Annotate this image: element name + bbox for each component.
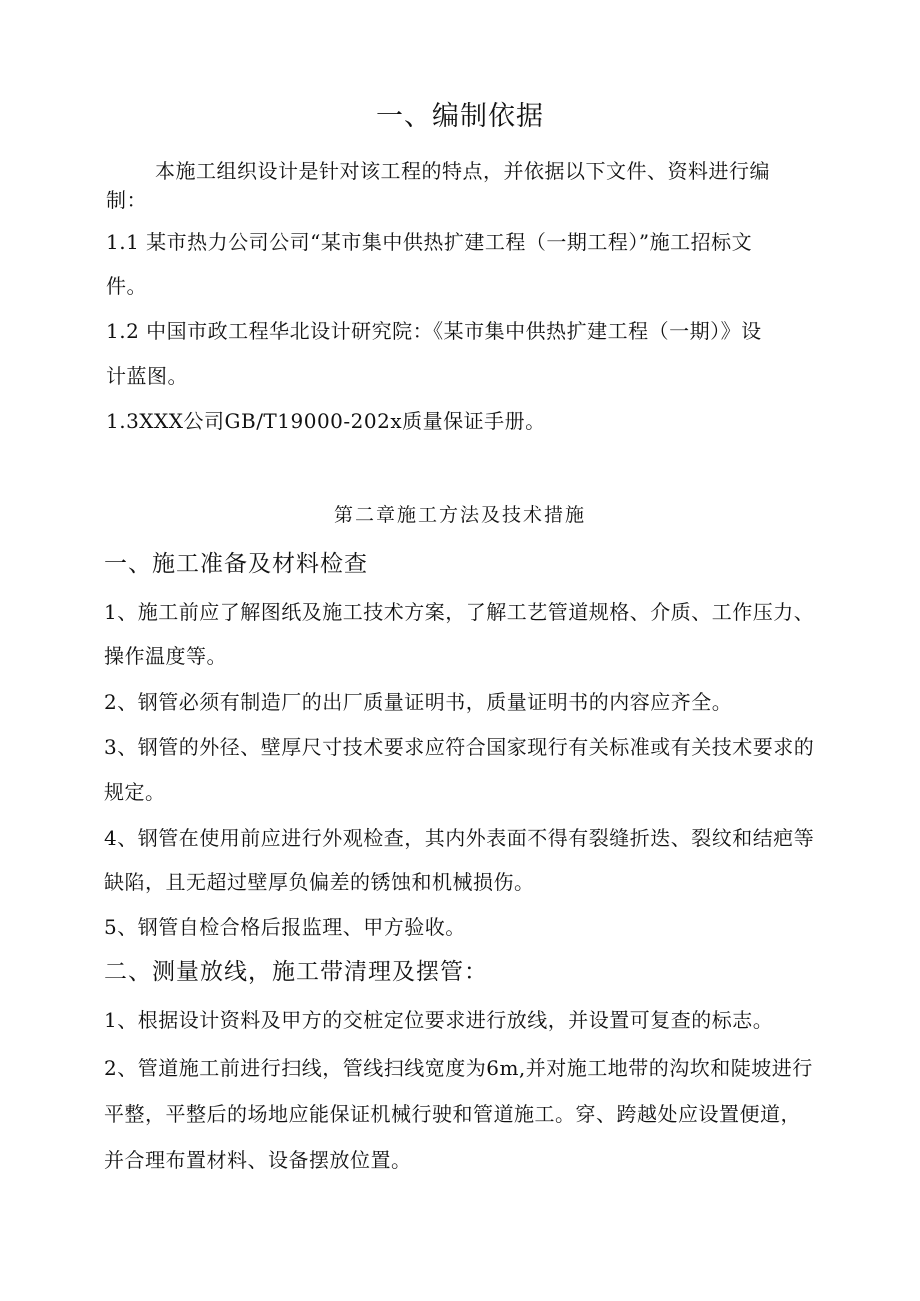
- part1-p1-line-1: 1、施工前应了解图纸及施工技术方案，了解工艺管道规格、介质、工作压力、: [104, 600, 815, 624]
- part1-p1-line-2: 操作温度等。: [104, 644, 227, 668]
- chapter-title: 第二章施工方法及技术措施: [333, 504, 586, 526]
- part1-p3-line-2: 规定。: [104, 780, 166, 804]
- basis-item-3: 1.3XXX公司GB/T19000-202x质量保证手册。: [106, 409, 546, 433]
- basis-item-2-line-1: 1.2 中国市政工程华北设计研究院：《某市集中供热扩建工程（一期）》设: [106, 319, 762, 343]
- part1-p5-line-1: 5、钢管自检合格后报监理、甲方验收。: [104, 915, 466, 939]
- part1-p3-line-1: 3、钢管的外径、壁厚尺寸技术要求应符合国家现行有关标准或有关技术要求的: [104, 735, 815, 759]
- part1-heading: 一、施工准备及材料检查: [104, 551, 368, 577]
- part1-p4-line-2: 缺陷，且无超过壁厚负偏差的锈蚀和机械损伤。: [104, 870, 535, 894]
- part2-heading: 二、测量放线，施工带清理及摆管：: [104, 959, 488, 985]
- part2-p2-line-2: 平整，平整后的场地应能保证机械行驶和管道施工。穿、跨越处应设置便道，: [104, 1102, 801, 1126]
- part2-p2-line-3: 并合理布置材料、设备摆放位置。: [104, 1148, 412, 1172]
- basis-item-2-line-2: 计蓝图。: [106, 364, 188, 388]
- basis-item-1-line-2: 件。: [106, 274, 147, 298]
- section-title: 一、编制依据: [376, 101, 544, 132]
- part2-p1-line-1: 1、根据设计资料及甲方的交桩定位要求进行放线，并设置可复查的标志。: [104, 1008, 774, 1032]
- part1-p2-line-1: 2、钢管必须有制造厂的出厂质量证明书，质量证明书的内容应齐全。: [104, 690, 733, 714]
- intro-line-2: 制：: [106, 188, 147, 212]
- basis-item-1-line-1: 1.1 某市热力公司公司“某市集中供热扩建工程（一期工程）”施工招标文: [106, 230, 753, 254]
- part1-p4-line-1: 4、钢管在使用前应进行外观检查，其内外表面不得有裂缝折迭、裂纹和结疤等: [104, 826, 815, 850]
- part2-p2-line-1: 2、管道施工前进行扫线，管线扫线宽度为6m,并对施工地带的沟坎和陡坡进行: [104, 1056, 813, 1080]
- intro-line-1: 本施工组织设计是针对该工程的特点，并依据以下文件、资料进行编: [155, 159, 770, 183]
